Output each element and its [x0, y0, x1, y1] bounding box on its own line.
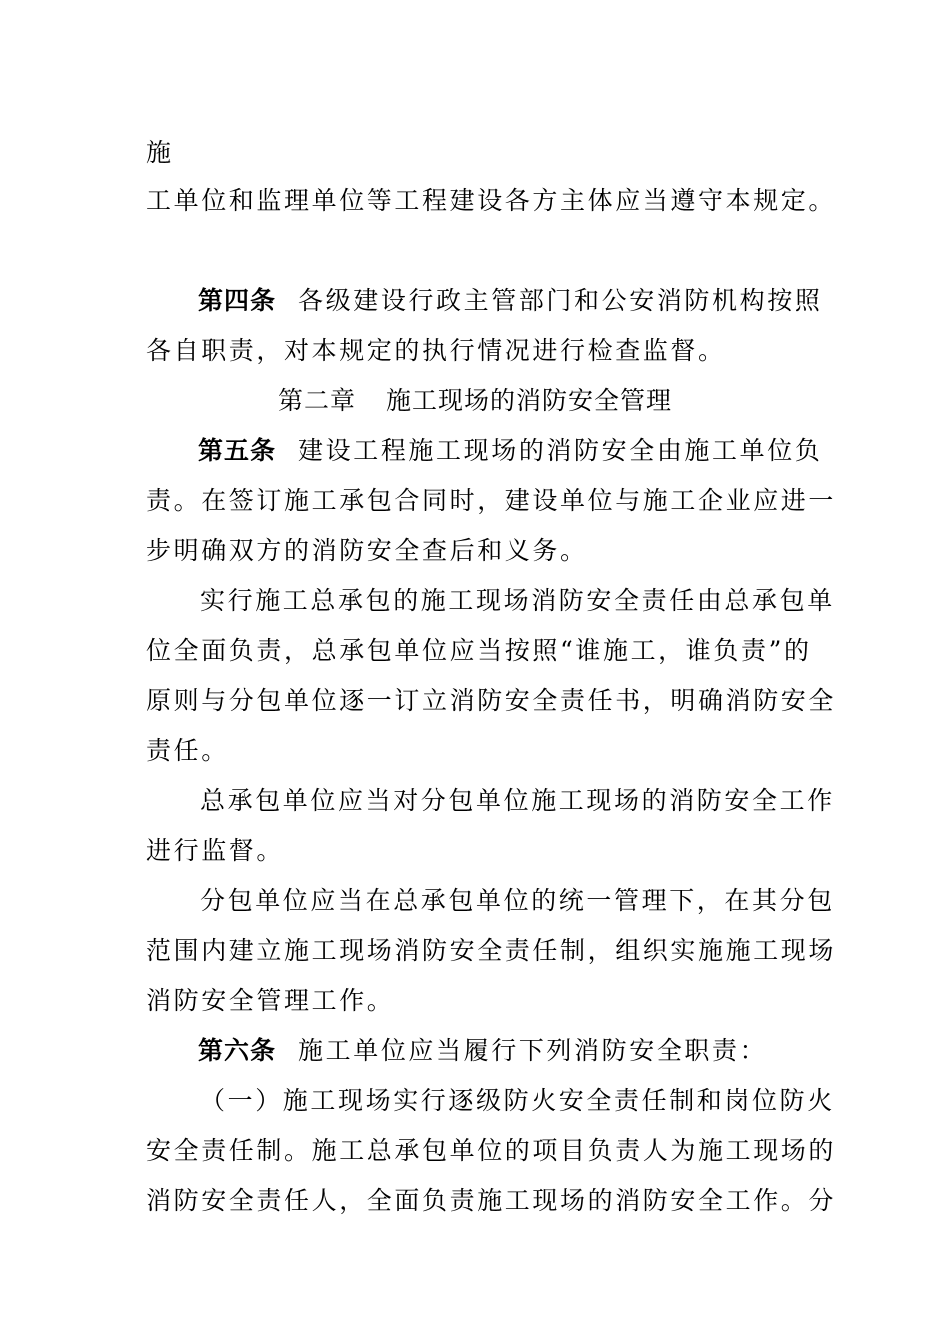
text-line: 安全责任制。施工总承包单位的项目负责人为施工现场的 — [146, 1136, 837, 1165]
text-line: 消防安全管理工作。 — [146, 986, 395, 1015]
text-line: 范围内建立施工现场消防安全责任制，组织实施施工现场 — [146, 936, 837, 965]
text-line: 责任。 — [146, 736, 229, 765]
text-line: （一）施工现场实行逐级防火安全责任制和岗位防火 — [200, 1086, 835, 1115]
text-line: 原则与分包单位逐一订立消防安全责任书，明确消防安全 — [146, 686, 837, 715]
text-line: 各自职责，对本规定的执行情况进行检查监督。 — [146, 336, 726, 365]
text-line: 实行施工总承包的施工现场消防安全责任由总承包单 — [200, 586, 835, 615]
text-span: 各级建设行政主管部门和公安消防机构按照 — [298, 286, 823, 315]
text-line: 工单位和监理单位等工程建设各方主体应当遵守本规定。 — [146, 186, 837, 215]
chapter-title: 施工现场的消防安全管理 — [386, 386, 673, 415]
text-line: 总承包单位应当对分包单位施工现场的消防安全工作 — [200, 786, 835, 815]
article-6-line-1 — [198, 1034, 806, 1068]
text-line: 步明确双方的消防安全查后和义务。 — [146, 536, 588, 565]
article-label: 第四条 — [198, 286, 277, 315]
text-line: 消防安全责任人，全面负责施工现场的消防安全工作。分 — [146, 1186, 837, 1215]
text-span: 建设工程施工现场的消防安全由施工单位负 — [298, 436, 823, 465]
text-span: 施工单位应当履行下列消防安全职责： — [298, 1036, 768, 1065]
article-5-line-1 — [198, 434, 823, 468]
text-line: 责。在签订施工承包合同时，建设单位与施工企业应进一 — [146, 486, 837, 515]
text-line: 位全面负责，总承包单位应当按照“谁施工，谁负责”的 — [146, 636, 812, 665]
text-line: 分包单位应当在总承包单位的统一管理下，在其分包 — [200, 886, 835, 915]
text-line: 施 — [146, 138, 174, 167]
article-label: 第六条 — [198, 1036, 277, 1065]
article-4-line-1 — [198, 284, 823, 318]
text-line: 进行监督。 — [146, 836, 285, 865]
article-label: 第五条 — [198, 436, 277, 465]
chapter-number: 第二章 — [277, 386, 356, 415]
chapter-heading — [0, 384, 950, 418]
